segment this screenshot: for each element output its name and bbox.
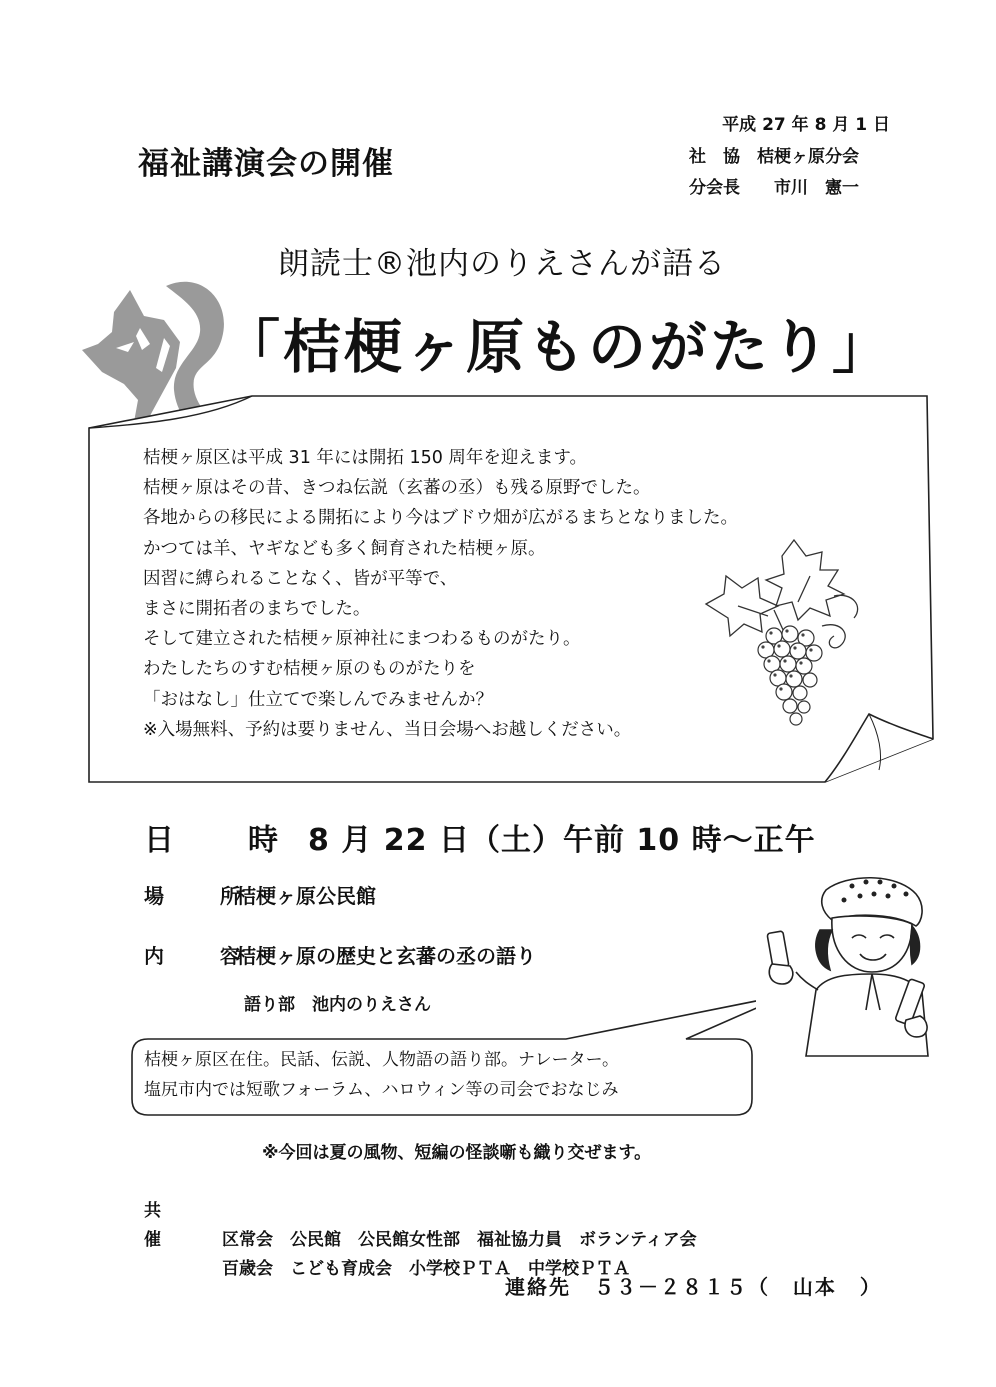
event-schedule [144,815,816,859]
intro-line: 因習に縛られることなく、皆が平等で、 [143,568,458,589]
issue-date: 平成 27 年 8 月 1 日 [722,115,890,135]
event-subtitle: 朗読士®池内のりえさんが語る [278,246,726,282]
grape-illustration-icon [702,536,872,726]
contact-label: 連絡先 [505,1275,571,1299]
profile-line: 桔梗ヶ原区在住。民話、伝説、人物語の語り部。ナレーター。 [144,1050,619,1070]
extra-note: ※今回は夏の風物、短編の怪談噺も織り交ぜます。 [262,1143,652,1163]
storyteller-illustration-icon [756,860,936,1060]
intro-line: かつては羊、ヤギなども多く飼育された桔梗ヶ原。 [143,538,546,559]
document-title: 福祉講演会の開催 [138,146,394,182]
contact-info [505,1271,882,1300]
event-main-title: 「桔梗ヶ原ものがたり」 [222,313,894,381]
cohost-line: 百歳会 こども育成会 小学校ＰＴＡ 中学校ＰＴＡ [222,1259,630,1279]
content-value: 桔梗ヶ原の歴史と玄蕃の丞の語り [236,944,536,968]
intro-line: 各地からの移民による開拓により今はブドウ畑が広がるまちとなりました。 [143,508,738,529]
intro-line: わたしたちのすむ桔梗ヶ原のものがたりを [143,659,476,680]
schedule-value: 8 月 22 日（土）午前 10 時～正午 [308,823,816,858]
intro-line: まさに開拓者のまちでした。 [143,599,371,620]
intro-line: そして建立された桔梗ヶ原神社にまつわるものがたり。 [143,629,581,650]
president-name: 分会長 市川 憲一 [689,178,859,198]
content-label: 内 容 [144,944,258,968]
storyteller-name: 語り部 池内のりえさん [244,995,431,1015]
intro-line: 桔梗ヶ原区は平成 31 年には開拓 150 周年を迎えます。 [143,448,588,468]
intro-text [143,443,738,745]
venue-value: 桔梗ヶ原公民館 [236,884,376,908]
cohost-line: 区常会 公民館 公民館女性部 福祉協力員 ボランティア会 [222,1230,697,1250]
venue-row [144,880,376,909]
organization-name: 社 協 桔梗ヶ原分会 [689,147,859,167]
intro-line: ※入場無料、予約は要りません、当日会場へお越しください。 [143,719,632,740]
contact-value: ５３－２８１５（ 山本 ） [593,1275,882,1299]
content-row [144,940,536,969]
intro-line: 桔梗ヶ原はその昔、きつね伝説（玄蕃の丞）も残る原野でした。 [143,478,651,499]
intro-line: 「おはなし」仕立てで楽しんでみませんか？ [143,689,493,710]
profile-line: 塩尻市内では短歌フォーラム、ハロウィン等の司会でおなじみ [144,1080,619,1100]
cohost-label: 共 催 [144,1201,206,1250]
schedule-label: 日 時 [144,823,300,858]
venue-label: 場 所 [144,884,258,908]
profile-text [144,1045,619,1105]
